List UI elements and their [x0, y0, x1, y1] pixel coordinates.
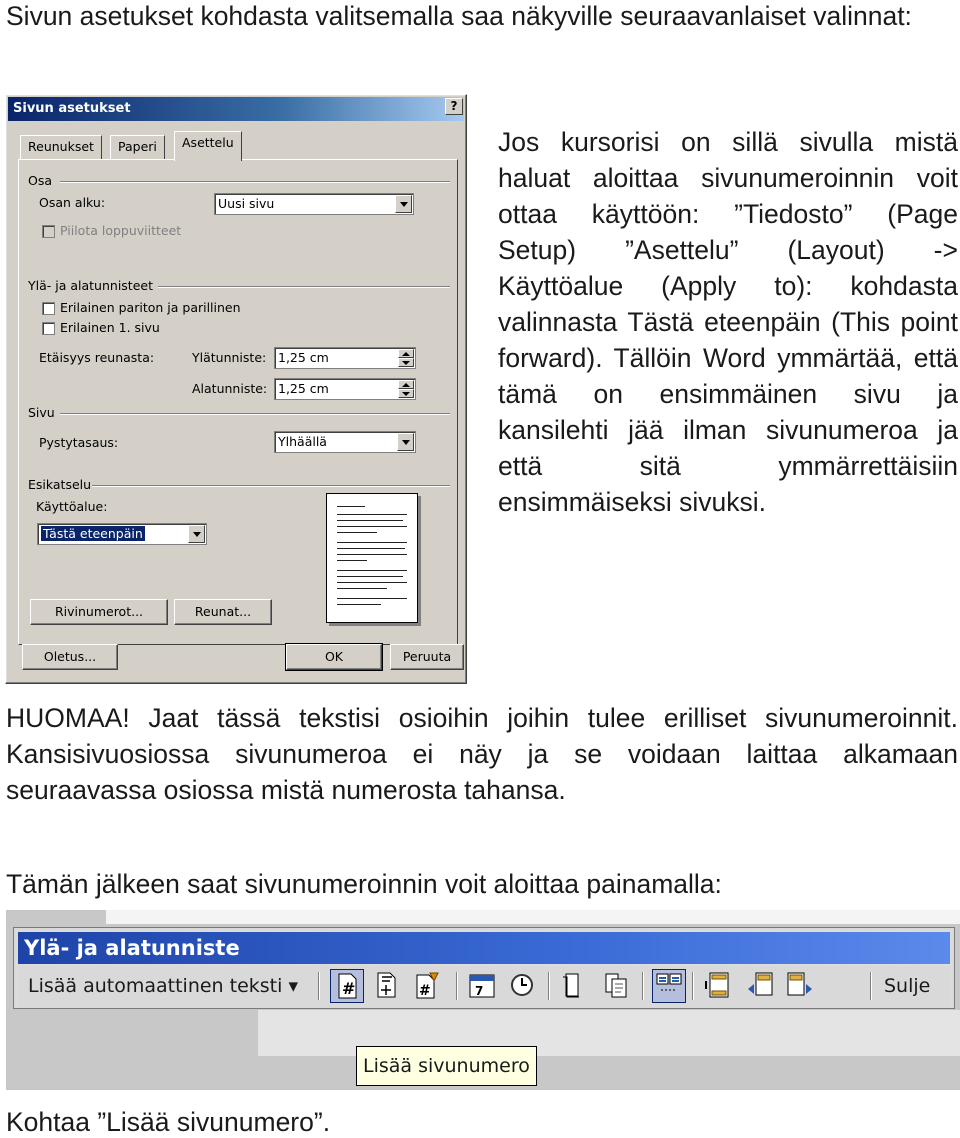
spin-down-icon[interactable] — [398, 358, 414, 367]
ylatunniste-value: 1,25 cm — [278, 350, 329, 365]
svg-text:#: # — [419, 983, 431, 999]
switch-header-footer-icon[interactable] — [702, 969, 736, 1003]
alatunniste-input[interactable] — [274, 378, 416, 400]
closing-text: Kohtaa ”Lisää sivunumero”. — [6, 1107, 331, 1137]
piilota-label: Piilota loppuviitteet — [60, 223, 182, 238]
spin-up-icon[interactable] — [398, 349, 414, 358]
toolbar-separator — [642, 972, 644, 1000]
after-text: Tämän jälkeen saat sivunumeroinnin voit aloittaa painamalla: — [6, 869, 722, 899]
osa-group-label: Osa — [28, 173, 53, 188]
kayttoalue-select[interactable] — [37, 523, 207, 545]
rivinumerot-button[interactable]: Rivinumerot... — [30, 599, 168, 625]
pystytasaus-value: Ylhäällä — [278, 434, 327, 449]
peruuta-button[interactable]: Peruuta — [390, 644, 464, 670]
intro-text: Sivun asetukset kohdasta valitsemalla saa näkyville seuraavanlaiset valinnat: — [6, 1, 912, 31]
osa-divider — [60, 181, 450, 183]
yla-divider — [158, 286, 450, 288]
toolbar-screenshot — [6, 910, 960, 1090]
erilainen-pariton-checkbox[interactable] — [42, 302, 55, 315]
toolbar-row — [18, 966, 950, 1006]
chevron-down-icon[interactable] — [188, 525, 205, 543]
header-footer-toolbar — [14, 928, 954, 1008]
chevron-down-icon[interactable] — [395, 195, 412, 213]
insert-page-number-icon[interactable] — [330, 969, 364, 1003]
tab-asettelu[interactable]: Asettelu — [174, 131, 242, 161]
ylatunniste-spinner[interactable] — [398, 349, 414, 367]
insert-page-count-icon[interactable] — [372, 969, 406, 1003]
toolbar-separator — [870, 972, 872, 1000]
yla-group-label: Ylä- ja alatunnisteet — [28, 278, 153, 293]
page-setup-dialog — [5, 94, 467, 684]
toolbar-separator — [548, 972, 550, 1000]
ok-button[interactable]: OK — [286, 644, 382, 670]
sivu-group-label: Sivu — [28, 405, 55, 420]
toolbar-separator — [318, 972, 320, 1000]
insert-time-icon[interactable] — [506, 969, 540, 1003]
pystytasaus-label: Pystytasaus: — [39, 435, 119, 450]
sivu-divider — [60, 413, 450, 415]
page-setup-icon[interactable] — [558, 969, 592, 1003]
same-as-previous-icon[interactable] — [652, 969, 686, 1003]
insert-date-icon[interactable] — [466, 969, 500, 1003]
show-hide-text-icon[interactable] — [600, 969, 634, 1003]
ylatunniste-input[interactable] — [274, 347, 416, 369]
alatunniste-label: Alatunniste: — [192, 381, 268, 396]
erilainen-pariton-label: Erilainen pariton ja parillinen — [60, 300, 241, 315]
esikatselu-divider — [92, 485, 450, 487]
page-preview — [326, 493, 418, 623]
tab-paperi[interactable]: Paperi — [110, 135, 165, 159]
erilainen-1-label: Erilainen 1. sivu — [60, 320, 160, 335]
dialog-title: Sivun asetukset — [8, 97, 464, 121]
erilainen-1-checkbox[interactable] — [42, 322, 55, 335]
insert-autotext-dropdown[interactable]: Lisää automaattinen teksti ▾ — [28, 975, 298, 997]
side-paragraph: Jos kursorisi on sillä sivulla mistä haluat aloittaa sivunumeroinnin voit ottaa käyttöön: ”Tiedosto” (Page Setup) ”Asettelu” (Layout) -> Käyttöalue (Apply to): kohdasta valinnasta Tästä eteenpäin (This point forward). Tällöin Word ymmärtää, että tämä on ensimmäinen sivu ja kansilehti jää ilman sivunumeroa ja että sitä ymmärrettäisiin ensimmäiseksi sivuksi. — [498, 127, 958, 517]
help-button[interactable]: ? — [445, 98, 463, 115]
chevron-down-icon[interactable] — [397, 433, 414, 451]
show-next-icon[interactable] — [784, 969, 818, 1003]
pystytasaus-select[interactable] — [274, 431, 416, 453]
etaisyys-label: Etäisyys reunasta: — [39, 350, 155, 365]
close-toolbar-button[interactable]: Sulje — [884, 975, 931, 997]
osan-alku-select[interactable] — [214, 193, 414, 215]
svg-text:#: # — [342, 979, 356, 998]
osan-alku-label: Osan alku: — [39, 195, 106, 210]
kayttoalue-value: Tästä eteenpäin — [43, 526, 143, 541]
alatunniste-spinner[interactable] — [398, 380, 414, 398]
tab-reunukset[interactable]: Reunukset — [20, 135, 102, 159]
svg-text:7: 7 — [475, 984, 484, 998]
spin-down-icon[interactable] — [398, 389, 414, 398]
piilota-checkbox[interactable] — [42, 225, 55, 238]
alatunniste-value: 1,25 cm — [278, 381, 329, 396]
toolbar-separator — [692, 972, 694, 1000]
kayttoalue-label: Käyttöalue: — [36, 499, 108, 514]
spin-up-icon[interactable] — [398, 380, 414, 389]
reunat-button[interactable]: Reunat... — [174, 599, 272, 625]
note-paragraph: HUOMAA! Jaat tässä tekstisi osioihin joihin tulee erilliset sivunumeroinnit. Kansisivuosiossa sivunumeroa ei näy ja se voidaan laittaa alkamaan seuraavassa osiossa mistä numerosta tahansa. — [6, 703, 958, 805]
ylatunniste-label: Ylätunniste: — [192, 350, 267, 365]
oletus-button[interactable]: Oletus... — [22, 644, 118, 670]
toolbar-title: Ylä- ja alatunniste — [18, 932, 950, 964]
esikatselu-group-label: Esikatselu — [28, 477, 92, 492]
toolbar-separator — [456, 972, 458, 1000]
osan-alku-value: Uusi sivu — [218, 196, 275, 211]
show-previous-icon[interactable] — [744, 969, 778, 1003]
insert-page-number-tooltip: Lisää sivunumero — [356, 1046, 537, 1086]
format-page-number-icon[interactable] — [412, 969, 446, 1003]
